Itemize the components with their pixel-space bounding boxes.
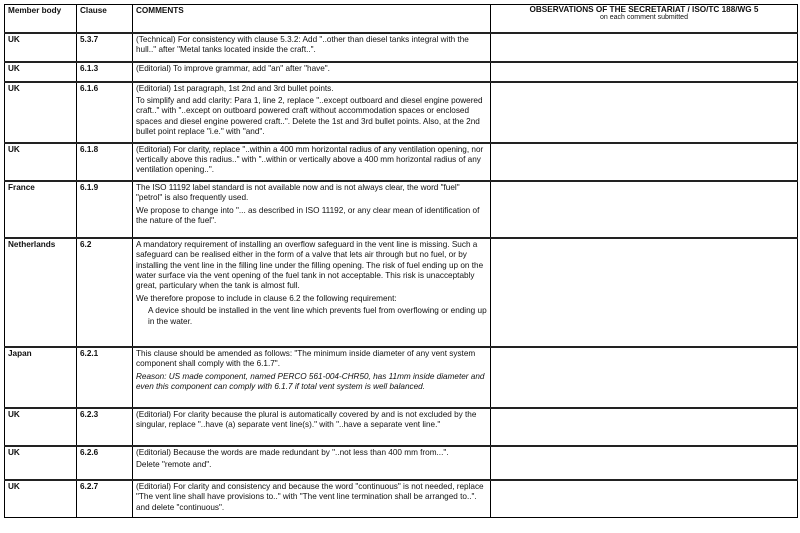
table-row	[5, 62, 798, 82]
table-body	[5, 33, 798, 518]
table-row	[5, 480, 798, 518]
header-member-body: Member body	[5, 5, 77, 33]
header-row	[5, 5, 798, 33]
clause-cell: 6.2.3	[77, 408, 133, 446]
member-body-cell: Japan	[5, 347, 77, 408]
clause-cell: 6.2.1	[77, 347, 133, 408]
comment-paragraph: (Editorial) For clarity because the plural is automatically covered by and is not excluded by the singular, replace "..have (a) separate vent line(s)." with "..have a separate vent line."	[136, 409, 477, 430]
comment-cell	[133, 446, 491, 480]
comment-paragraph: (Editorial) For clarity, replace "..within a 400 mm horizontal radius of any ventilation opening, nor vertically above this radius.." with "..within or vertically above a 400 mm horizontal radius of any ventilation opening..".	[136, 144, 484, 175]
member-body-cell: Netherlands	[5, 238, 77, 347]
comment-paragraph: (Technical) For consistency with clause 5.3.2: Add "..other than diesel tanks integral with the hull.." after "Metal tanks located inside the craft..".	[136, 34, 469, 54]
comment-paragraph: (Editorial) To improve grammar, add "an" after "have".	[136, 63, 330, 73]
clause-cell: 6.1.3	[77, 62, 133, 82]
reason-note: Reason: US made component, named PERCO 561-004-CHR50, has 11mm inside diameter and even this component can comply with 6.1.7 if total vent system is well balanced.	[136, 371, 485, 391]
comment-paragraph: We therefore propose to include in clause 6.2 the following requirement:	[136, 293, 397, 303]
member-body-cell: UK	[5, 143, 77, 181]
comment-paragraph: This clause should be amended as follows: "The minimum inside diameter of any vent system component shall comply with the 6.1.7".	[136, 348, 476, 369]
comments-table	[4, 4, 798, 518]
header-observations	[491, 5, 798, 33]
observation-cell	[491, 62, 798, 82]
observation-cell	[491, 408, 798, 446]
table-row	[5, 33, 798, 62]
comment-paragraph: (Editorial) Because the words are made redundant by "..not less than 400 mm from...".	[136, 447, 449, 457]
comment-cell	[133, 238, 491, 347]
comment-paragraph: To simplify and add clarity: Para 1, line 2, replace "..except outboard and diesel engine powered craft.." with "..except on outboard powered craft without accommodation spaces or enclosed spaces and diesel engine powered craft..". Delete the 1st and 3rd bullet points. Also, at the 2nd bullet point replace "i.e." with "and".	[136, 95, 483, 137]
table-row	[5, 347, 798, 408]
observation-cell	[491, 82, 798, 143]
comment-paragraph: (Editorial) For clarity and consistency and because the word "continuous" is not needed, replace "The vent line shall have provisions to.." with "The vent line termination shall be arranged to..". and delete "continuous".	[136, 481, 484, 512]
clause-cell: 6.1.9	[77, 181, 133, 238]
member-body-cell: France	[5, 181, 77, 238]
member-body-cell: UK	[5, 82, 77, 143]
clause-cell: 6.2.6	[77, 446, 133, 480]
observations-title: OBSERVATIONS OF THE SECRETARIAT / ISO/TC 188/WG 5	[529, 5, 759, 14]
member-body-cell: UK	[5, 446, 77, 480]
comment-cell	[133, 408, 491, 446]
observation-cell	[491, 446, 798, 480]
clause-cell: 6.1.6	[77, 82, 133, 143]
observation-cell	[491, 238, 798, 347]
comment-cell	[133, 143, 491, 181]
comment-cell	[133, 82, 491, 143]
header-comments: COMMENTS	[133, 5, 491, 33]
comment-paragraph: We propose to change into "... as described in ISO 11192, or any clear mean of identification of the nature of the fuel".	[136, 205, 480, 225]
member-body-cell: UK	[5, 33, 77, 62]
header-clause: Clause	[77, 5, 133, 33]
observations-subtitle: on each comment submitted	[600, 14, 688, 21]
table-row	[5, 82, 798, 143]
table-row	[5, 238, 798, 347]
comment-paragraph: Delete "remote and".	[136, 460, 212, 470]
clause-cell: 5.3.7	[77, 33, 133, 62]
table-row	[5, 143, 798, 181]
comment-paragraph: (Editorial) 1st paragraph, 1st 2nd and 3rd bullet points.	[136, 83, 334, 93]
clause-cell: 6.1.8	[77, 143, 133, 181]
comment-paragraph: A mandatory requirement of installing an overflow safeguard in the vent line is missing. Such a safeguard can be realised either in the form of a valve that lets air through but no fuel, or by installing the vent line in the filling line under the filling opening. The risk of fuel ending up on the water surface via the vent opening of the fuel tank in not acceptable. This risk is unacceptably great, particulary when the tank is almost full.	[136, 239, 484, 291]
observation-cell	[491, 143, 798, 181]
table-row	[5, 408, 798, 446]
table-row	[5, 446, 798, 480]
comment-cell	[133, 480, 491, 518]
observation-cell	[491, 347, 798, 408]
clause-cell: 6.2	[77, 238, 133, 347]
observation-cell	[491, 480, 798, 518]
proposed-requirement: A device should be installed in the vent line which prevents fuel from overflowing or ending up in the water.	[148, 306, 487, 326]
member-body-cell: UK	[5, 62, 77, 82]
member-body-cell: UK	[5, 408, 77, 446]
member-body-cell: UK	[5, 480, 77, 518]
comment-cell	[133, 33, 491, 62]
comment-cell	[133, 62, 491, 82]
clause-cell: 6.2.7	[77, 480, 133, 518]
comment-cell	[133, 347, 491, 408]
observation-cell	[491, 181, 798, 238]
comment-paragraph: The ISO 11192 label standard is not available now and is not always clear, the word "fuel" "petrol" is also frequently used.	[136, 182, 460, 203]
comment-cell	[133, 181, 491, 238]
table-row	[5, 181, 798, 238]
observation-cell	[491, 33, 798, 62]
comments-document	[4, 4, 797, 529]
